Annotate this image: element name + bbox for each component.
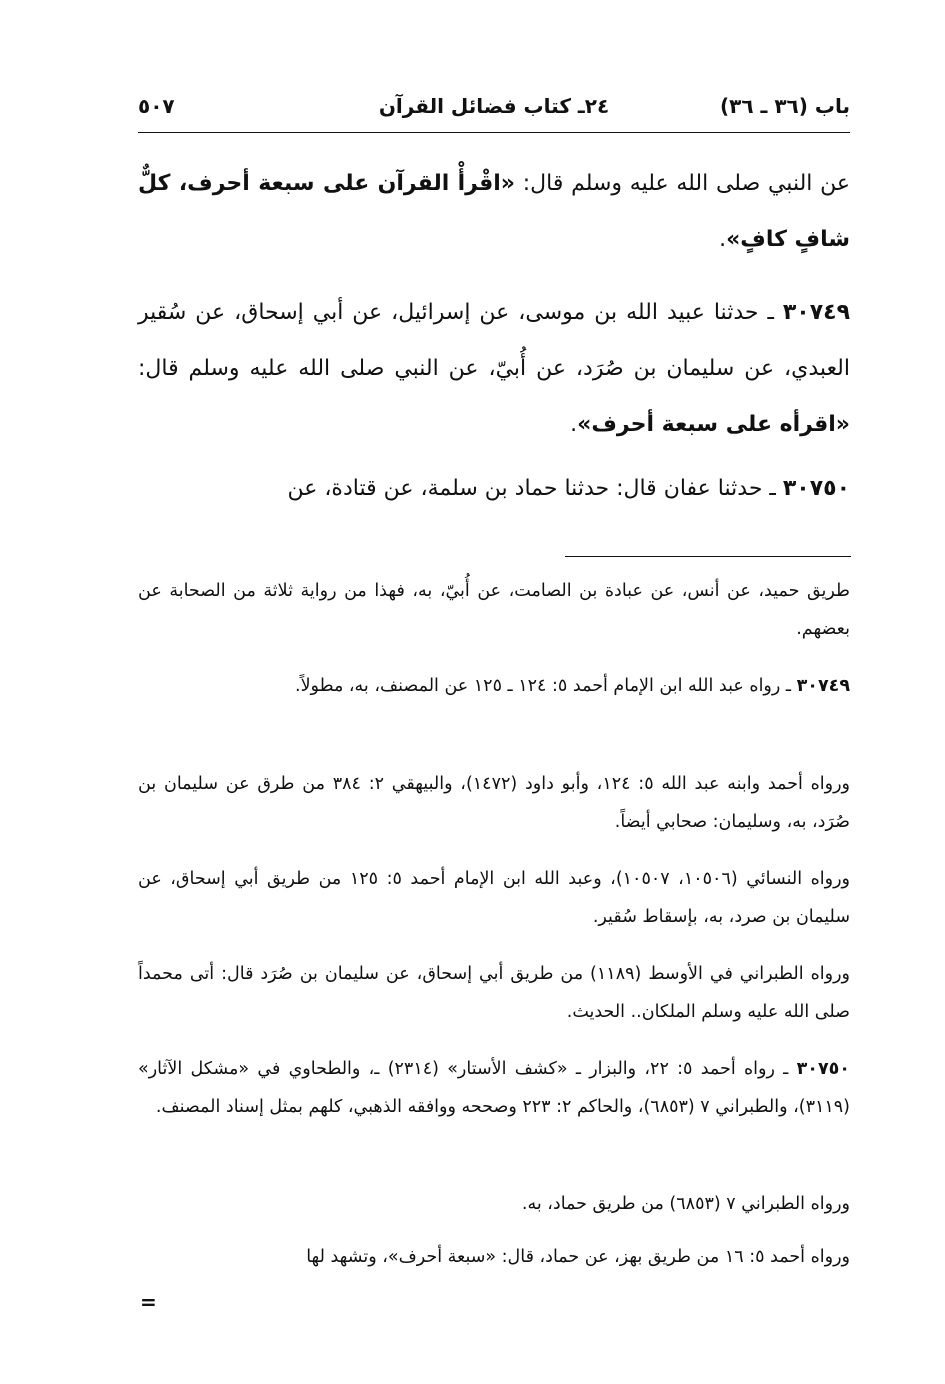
footnote: ورواه الطبراني ٧ (٦٨٥٣) من طريق حماد، به.: [521, 1194, 850, 1214]
hadith-number: ٣٠٧٤٩: [782, 300, 850, 325]
page-header: [138, 88, 850, 133]
chapter-heading: باب (٣٦ ـ ٣٦): [720, 94, 850, 118]
page-number: ٥٠٧: [138, 94, 175, 118]
footnote-30749: ٣٠٧٤٩ ـ رواه عبد الله ابن الإمام أحمد ٥: ١٢٤ ـ ١٢٥ عن المصنف، به، مطولاً.: [295, 676, 850, 696]
hadith-30750: ٣٠٧٥٠ ـ حدثنا عفان قال: حدثنا حماد بن سلمة، عن قتادة، عن: [287, 476, 850, 501]
book-title: ٢٤ـ كتاب فضائل القرآن: [378, 94, 610, 118]
hadith-number: ٣٠٧٥٠: [782, 476, 850, 501]
hadith-quote: «اقْرأْ القرآن على سبعة أحرف، كلٌّ شافٍ كافٍ»: [138, 171, 850, 252]
hadith-continuation: عن النبي صلى الله عليه وسلم قال: «اقْرأْ القرآن على سبعة أحرف، كلٌّ شافٍ كافٍ».: [138, 171, 850, 252]
footnote: ورواه أحمد وابنه عبد الله ٥: ١٢٤، وأبو داود (١٤٧٢)، والبيهقي ٢: ٣٨٤ من طرق عن سليمان بن صُرَد، به، وسليمان: صحابي أيضاً.: [138, 774, 850, 832]
footnote-number: ٣٠٧٤٩: [796, 676, 850, 696]
footnote: ورواه النسائي (١٠٥٠٦، ١٠٥٠٧)، وعبد الله ابن الإمام أحمد ٥: ١٢٥ من طريق أبي إسحاق، عن سليمان بن صرد، به، بإسقاط سُقير.: [138, 869, 850, 927]
hadith-quote: «اقرأه على سبعة أحرف»: [577, 412, 850, 437]
hadith-30749: ٣٠٧٤٩ ـ حدثنا عبيد الله بن موسى، عن إسرائيل، عن أبي إسحاق، عن سُقير العبدي، عن سليمان بن صُرَد، عن أُبيّ، عن النبي صلى الله عليه وسلم قال: «اقرأه على سبعة أحرف».: [138, 300, 850, 437]
footnote: ورواه الطبراني في الأوسط (١١٨٩) من طريق أبي إسحاق، عن سليمان بن صُرَد قال: أتى محمداً صلى الله عليه وسلم الملكان.. الحديث.: [138, 964, 850, 1022]
footnote-separator: [565, 556, 851, 557]
footnote: ورواه أحمد ٥: ١٦ من طريق بهز، عن حماد، قال: «سبعة أحرف»، وتشهد لها: [306, 1247, 850, 1267]
footnote-number: ٣٠٧٥٠: [796, 1059, 850, 1079]
footnote-30750: ٣٠٧٥٠ ـ رواه أحمد ٥: ٢٢، والبزار ـ «كشف الأستار» (٢٣١٤) ـ، والطحاوي في «مشكل الآثار» (٣١١٩)، والطبراني ٧ (٦٨٥٣)، والحاكم ٢: ٢٢٣ وصححه ووافقه الذهبي، كلهم بمثل إسناد المصنف.: [138, 1059, 850, 1117]
footnote: طريق حميد، عن أنس، عن عبادة بن الصامت، عن أُبيّ، به، فهذا من رواية ثلاثة من الصحابة عن بعضهم.: [138, 581, 850, 639]
continuation-mark: =: [140, 1290, 157, 1314]
